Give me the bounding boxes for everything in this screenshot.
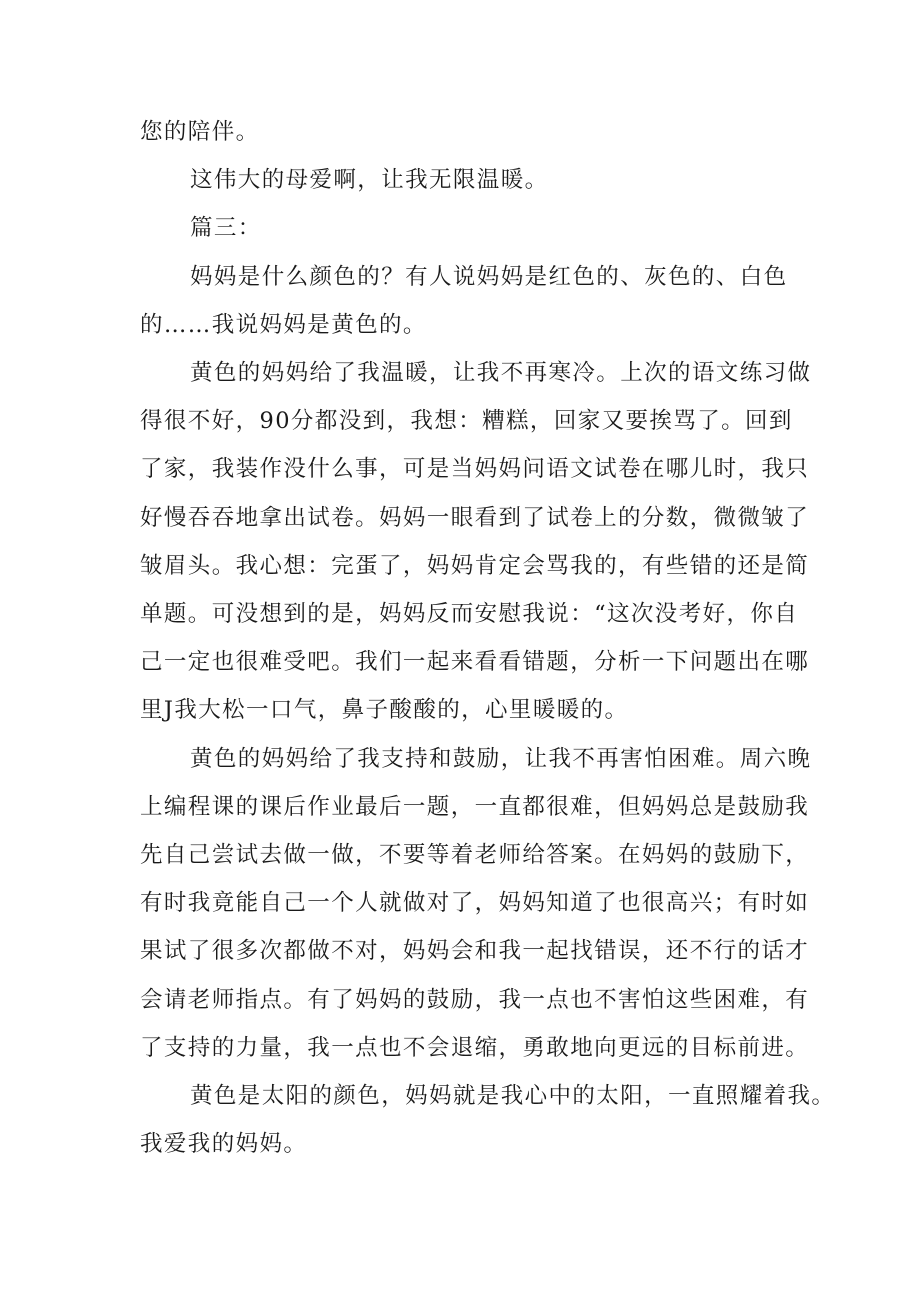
text-line: 的……我说妈妈是黄色的。 — [140, 311, 427, 338]
text-line: 己一定也很难受吧。我们一起来看看错题，分析一下问题出在哪 — [140, 649, 810, 676]
text-line: 先自己尝试去做一做，不要等着老师给答案。在妈妈的鼓励下， — [140, 842, 810, 869]
text-line: 上编程课的课后作业最后一题，一直都很难，但妈妈总是鼓励我 — [140, 793, 810, 820]
text-line: 会请老师指点。有了妈妈的鼓励，我一点也不害怕这些困难，有 — [140, 986, 810, 1013]
paragraph-1 — [140, 108, 800, 156]
text-line: 单题。可没想到的是，妈妈反而安慰我说：“这次没考好，你自 — [140, 601, 799, 628]
text-line: 黄色是太阳的颜色，妈妈就是我心中的太阳，一直照耀着我。 — [190, 1083, 836, 1110]
text-line: 果试了很多次都做不对，妈妈会和我一起找错误，还不行的话才 — [140, 938, 810, 965]
paragraph-2 — [140, 156, 800, 204]
text-line: 好慢吞吞地拿出试卷。妈妈一眼看到了试卷上的分数，微微皱了 — [140, 504, 810, 531]
text-line: 得很不好，90分都没到，我想：糟糕，回家又要挨骂了。回到 — [140, 408, 793, 435]
text-line: 里J我大松一口气，鼻子酸酸的，心里暖暖的。 — [140, 697, 629, 724]
text-line: 这伟大的母爱啊，让我无限温暖。 — [190, 167, 549, 194]
text-line: 有时我竟能自己一个人就做对了，妈妈知道了也很高兴；有时如 — [140, 890, 810, 917]
section-heading — [140, 204, 800, 252]
text-line: 妈妈是什么颜色的？有人说妈妈是红色的、灰色的、白色 — [190, 263, 788, 290]
text-line: 皱眉头。我心想：完蛋了，妈妈肯定会骂我的，有些错的还是简 — [140, 552, 810, 579]
paragraph-6 — [140, 1072, 836, 1168]
essay-body — [140, 108, 836, 1168]
text-line: 篇三： — [190, 215, 262, 242]
text-line: 黄色的妈妈给了我温暖，让我不再寒冷。上次的语文练习做 — [190, 360, 812, 387]
text-line: 您的陪伴。 — [140, 119, 260, 145]
text-line: 黄色的妈妈给了我支持和鼓励，让我不再害怕困难。周六晚 — [190, 745, 812, 772]
paragraph-3 — [140, 253, 800, 349]
paragraph-4 — [140, 349, 812, 735]
text-line: 了家，我装作没什么事，可是当妈妈问语文试卷在哪儿时，我只 — [140, 456, 810, 483]
paragraph-5 — [140, 735, 812, 1072]
text-line: 了支持的力量，我一点也不会退缩，勇敢地向更远的目标前进。 — [140, 1034, 810, 1061]
text-line: 我爱我的妈妈。 — [140, 1131, 308, 1158]
